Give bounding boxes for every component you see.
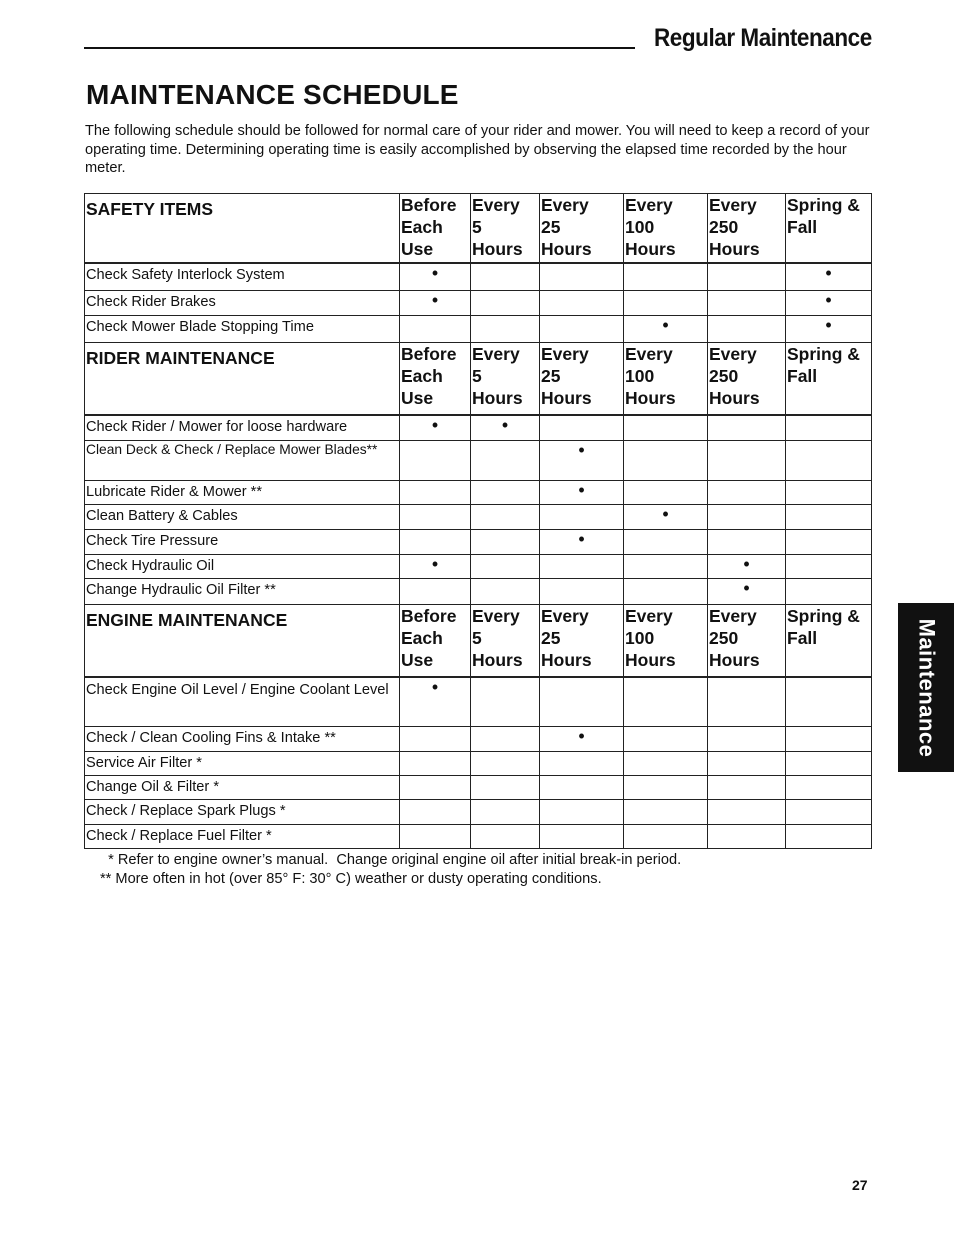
schedule-mark: •: [540, 727, 624, 752]
section-header-row: [85, 343, 872, 415]
column-header-line: Hours: [472, 239, 523, 259]
schedule-cell: [708, 481, 786, 505]
schedule-cell: [540, 263, 624, 291]
column-header-line: Use: [401, 650, 434, 670]
schedule-cell: [624, 530, 708, 555]
column-header-line: Every: [472, 344, 520, 364]
column-header-line: Every: [709, 344, 757, 364]
schedule-cell: [708, 727, 786, 752]
column-header-line: 5: [472, 628, 482, 648]
schedule-cell: [786, 776, 872, 800]
task-label: Change Oil & Filter *: [85, 776, 400, 800]
section-title: RIDER MAINTENANCE: [85, 343, 400, 415]
schedule-mark: •: [786, 316, 872, 343]
schedule-cell: [471, 263, 540, 291]
schedule-cell: [540, 800, 624, 825]
schedule-cell: [708, 530, 786, 555]
table-row: [85, 505, 872, 530]
column-header: [471, 343, 540, 415]
schedule-mark: •: [786, 263, 872, 291]
column-header-line: Every: [541, 344, 589, 364]
task-label: Check / Clean Cooling Fins & Intake **: [85, 727, 400, 752]
schedule-cell: [471, 776, 540, 800]
footnote-double-star: ** More often in hot (over 85° F: 30° C) weather or dusty operating conditions.: [100, 870, 602, 887]
schedule-cell: [708, 677, 786, 727]
table-row: [85, 415, 872, 441]
column-header-line: 250: [709, 628, 739, 648]
schedule-mark: •: [400, 555, 471, 579]
schedule-mark: •: [400, 677, 471, 727]
column-header: [400, 605, 471, 677]
schedule-cell: [540, 825, 624, 849]
schedule-cell: [540, 316, 624, 343]
header-rule: [84, 47, 635, 49]
schedule-cell: [624, 415, 708, 441]
schedule-mark: •: [540, 441, 624, 481]
task-label: Check Rider Brakes: [85, 291, 400, 316]
column-header: [540, 605, 624, 677]
task-label: Check Hydraulic Oil: [85, 555, 400, 579]
schedule-cell: [786, 579, 872, 605]
schedule-cell: [708, 825, 786, 849]
column-header-line: Spring &: [787, 195, 860, 215]
schedule-cell: [400, 825, 471, 849]
footnote-single-star: * Refer to engine owner’s manual. Change original engine oil after initial break-in period.: [100, 852, 682, 868]
schedule-cell: [540, 776, 624, 800]
column-header-line: Fall: [787, 217, 818, 237]
schedule-cell: [786, 530, 872, 555]
schedule-mark: •: [540, 530, 624, 555]
schedule-cell: [624, 727, 708, 752]
column-header-line: Every: [472, 606, 520, 626]
schedule-cell: [400, 505, 471, 530]
schedule-cell: [400, 727, 471, 752]
column-header-line: Hours: [709, 239, 760, 259]
schedule-cell: [400, 579, 471, 605]
schedule-cell: [540, 677, 624, 727]
schedule-cell: [540, 579, 624, 605]
table-row: [85, 316, 872, 343]
schedule-cell: [708, 800, 786, 825]
schedule-cell: [624, 776, 708, 800]
schedule-cell: [400, 481, 471, 505]
schedule-cell: [708, 291, 786, 316]
schedule-mark: •: [708, 555, 786, 579]
schedule-cell: [471, 505, 540, 530]
schedule-cell: [540, 752, 624, 776]
column-header-line: Each: [401, 217, 443, 237]
schedule-cell: [786, 415, 872, 441]
schedule-cell: [540, 505, 624, 530]
task-label: Check Rider / Mower for loose hardware: [85, 415, 400, 441]
column-header-line: Each: [401, 628, 443, 648]
schedule-cell: [624, 441, 708, 481]
schedule-cell: [786, 441, 872, 481]
schedule-mark: •: [708, 579, 786, 605]
column-header-line: Hours: [709, 388, 760, 408]
schedule-cell: [708, 505, 786, 530]
column-header-line: 100: [625, 217, 655, 237]
schedule-cell: [786, 481, 872, 505]
task-label: Check Engine Oil Level / Engine Coolant Level: [85, 677, 400, 727]
task-label: Check Mower Blade Stopping Time: [85, 316, 400, 343]
schedule-mark: •: [786, 291, 872, 316]
page-title: MAINTENANCE SCHEDULE: [86, 79, 459, 110]
schedule-cell: [708, 316, 786, 343]
column-header: [540, 194, 624, 263]
schedule-mark: •: [400, 291, 471, 316]
column-header: [471, 605, 540, 677]
schedule-cell: [624, 263, 708, 291]
schedule-cell: [471, 316, 540, 343]
task-label: Check Safety Interlock System: [85, 263, 400, 291]
task-label: Check / Replace Fuel Filter *: [85, 825, 400, 849]
task-label: Clean Battery & Cables: [85, 505, 400, 530]
side-tab-maintenance[interactable]: [898, 603, 954, 772]
task-label: Check / Replace Spark Plugs *: [85, 800, 400, 825]
schedule-cell: [786, 555, 872, 579]
schedule-cell: [540, 291, 624, 316]
section-header-row: [85, 194, 872, 263]
column-header-line: Hours: [472, 650, 523, 670]
schedule-cell: [400, 752, 471, 776]
column-header-line: 250: [709, 366, 739, 386]
schedule-cell: [624, 291, 708, 316]
schedule-cell: [708, 776, 786, 800]
schedule-cell: [708, 263, 786, 291]
table-row: [85, 530, 872, 555]
column-header-line: 5: [472, 217, 482, 237]
column-header-line: Every: [541, 195, 589, 215]
column-header-line: Use: [401, 239, 434, 259]
column-header-line: Every: [472, 195, 520, 215]
schedule-cell: [624, 555, 708, 579]
section-header-row: [85, 605, 872, 677]
table-row: [85, 677, 872, 727]
column-header: [624, 194, 708, 263]
column-header: [708, 343, 786, 415]
section-title: SAFETY ITEMS: [85, 194, 400, 263]
column-header-line: Every: [709, 606, 757, 626]
table-row: [85, 752, 872, 776]
column-header-line: Hours: [625, 239, 676, 259]
column-header-line: Fall: [787, 366, 818, 386]
task-label: Clean Deck & Check / Replace Mower Blades**: [85, 441, 400, 481]
schedule-cell: [708, 752, 786, 776]
column-header: [471, 194, 540, 263]
column-header-line: Spring &: [787, 606, 860, 626]
task-label: Lubricate Rider & Mower **: [85, 481, 400, 505]
schedule-cell: [471, 752, 540, 776]
task-label: Change Hydraulic Oil Filter **: [85, 579, 400, 605]
schedule-cell: [624, 579, 708, 605]
table-row: [85, 263, 872, 291]
schedule-cell: [471, 441, 540, 481]
column-header: [786, 343, 872, 415]
column-header-line: Use: [401, 388, 434, 408]
column-header: [540, 343, 624, 415]
schedule-cell: [540, 555, 624, 579]
schedule-cell: [471, 677, 540, 727]
column-header-line: 100: [625, 366, 655, 386]
column-header-line: Every: [625, 606, 673, 626]
table-row: [85, 776, 872, 800]
schedule-cell: [786, 752, 872, 776]
column-header-line: Hours: [625, 388, 676, 408]
column-header: [786, 194, 872, 263]
column-header-line: Hours: [541, 388, 592, 408]
schedule-cell: [786, 505, 872, 530]
schedule-cell: [400, 776, 471, 800]
column-header-line: Before: [401, 606, 457, 626]
schedule-cell: [400, 316, 471, 343]
section-title: ENGINE MAINTENANCE: [85, 605, 400, 677]
column-header: [624, 343, 708, 415]
schedule-cell: [471, 481, 540, 505]
schedule-cell: [471, 555, 540, 579]
column-header-line: Before: [401, 195, 457, 215]
column-header-line: 25: [541, 217, 561, 237]
schedule-cell: [400, 800, 471, 825]
schedule-cell: [708, 441, 786, 481]
schedule-mark: •: [400, 263, 471, 291]
column-header-line: Fall: [787, 628, 818, 648]
schedule-mark: •: [471, 415, 540, 441]
table-row: [85, 291, 872, 316]
schedule-cell: [471, 727, 540, 752]
table-row: [85, 555, 872, 579]
column-header-line: Hours: [472, 388, 523, 408]
footnotes: [100, 851, 681, 888]
task-label: Service Air Filter *: [85, 752, 400, 776]
schedule-mark: •: [624, 316, 708, 343]
schedule-cell: [786, 800, 872, 825]
maintenance-schedule-table: [84, 193, 872, 849]
column-header-line: 250: [709, 217, 739, 237]
column-header-line: Spring &: [787, 344, 860, 364]
column-header-line: Hours: [541, 239, 592, 259]
schedule-cell: [624, 800, 708, 825]
schedule-cell: [786, 825, 872, 849]
table-row: [85, 481, 872, 505]
schedule-cell: [400, 441, 471, 481]
column-header: [786, 605, 872, 677]
schedule-cell: [786, 727, 872, 752]
column-header-line: Hours: [541, 650, 592, 670]
schedule-cell: [540, 415, 624, 441]
column-header-line: Every: [625, 344, 673, 364]
column-header: [708, 605, 786, 677]
column-header-line: Hours: [625, 650, 676, 670]
schedule-cell: [624, 481, 708, 505]
column-header-line: 25: [541, 366, 561, 386]
side-tab-label: Maintenance: [914, 618, 940, 757]
schedule-cell: [471, 800, 540, 825]
table-row: [85, 800, 872, 825]
column-header: [624, 605, 708, 677]
schedule-cell: [624, 677, 708, 727]
schedule-cell: [471, 825, 540, 849]
table-row: [85, 825, 872, 849]
column-header-line: 5: [472, 366, 482, 386]
schedule-cell: [624, 825, 708, 849]
schedule-cell: [624, 752, 708, 776]
column-header-line: Each: [401, 366, 443, 386]
table-row: [85, 441, 872, 481]
column-header-line: Before: [401, 344, 457, 364]
column-header-line: 100: [625, 628, 655, 648]
schedule-cell: [471, 530, 540, 555]
schedule-mark: •: [540, 481, 624, 505]
column-header-line: Every: [709, 195, 757, 215]
column-header: [400, 194, 471, 263]
schedule-cell: [471, 291, 540, 316]
column-header: [708, 194, 786, 263]
page-number: 27: [852, 1177, 868, 1193]
column-header-line: Hours: [709, 650, 760, 670]
schedule-cell: [400, 530, 471, 555]
table-row: [85, 727, 872, 752]
schedule-cell: [708, 415, 786, 441]
section-header: Regular Maintenance: [654, 24, 872, 52]
column-header-line: Every: [541, 606, 589, 626]
schedule-cell: [786, 677, 872, 727]
intro-paragraph: The following schedule should be followed for normal care of your rider and mower. You will need to keep a record of your operating time. Determining operating time is easily accomplished by observing the elapsed time recorded by the hour meter.: [85, 123, 870, 176]
column-header-line: Every: [625, 195, 673, 215]
schedule-mark: •: [400, 415, 471, 441]
schedule-mark: •: [624, 505, 708, 530]
task-label: Check Tire Pressure: [85, 530, 400, 555]
column-header: [400, 343, 471, 415]
column-header-line: 25: [541, 628, 561, 648]
table-row: [85, 579, 872, 605]
schedule-cell: [471, 579, 540, 605]
